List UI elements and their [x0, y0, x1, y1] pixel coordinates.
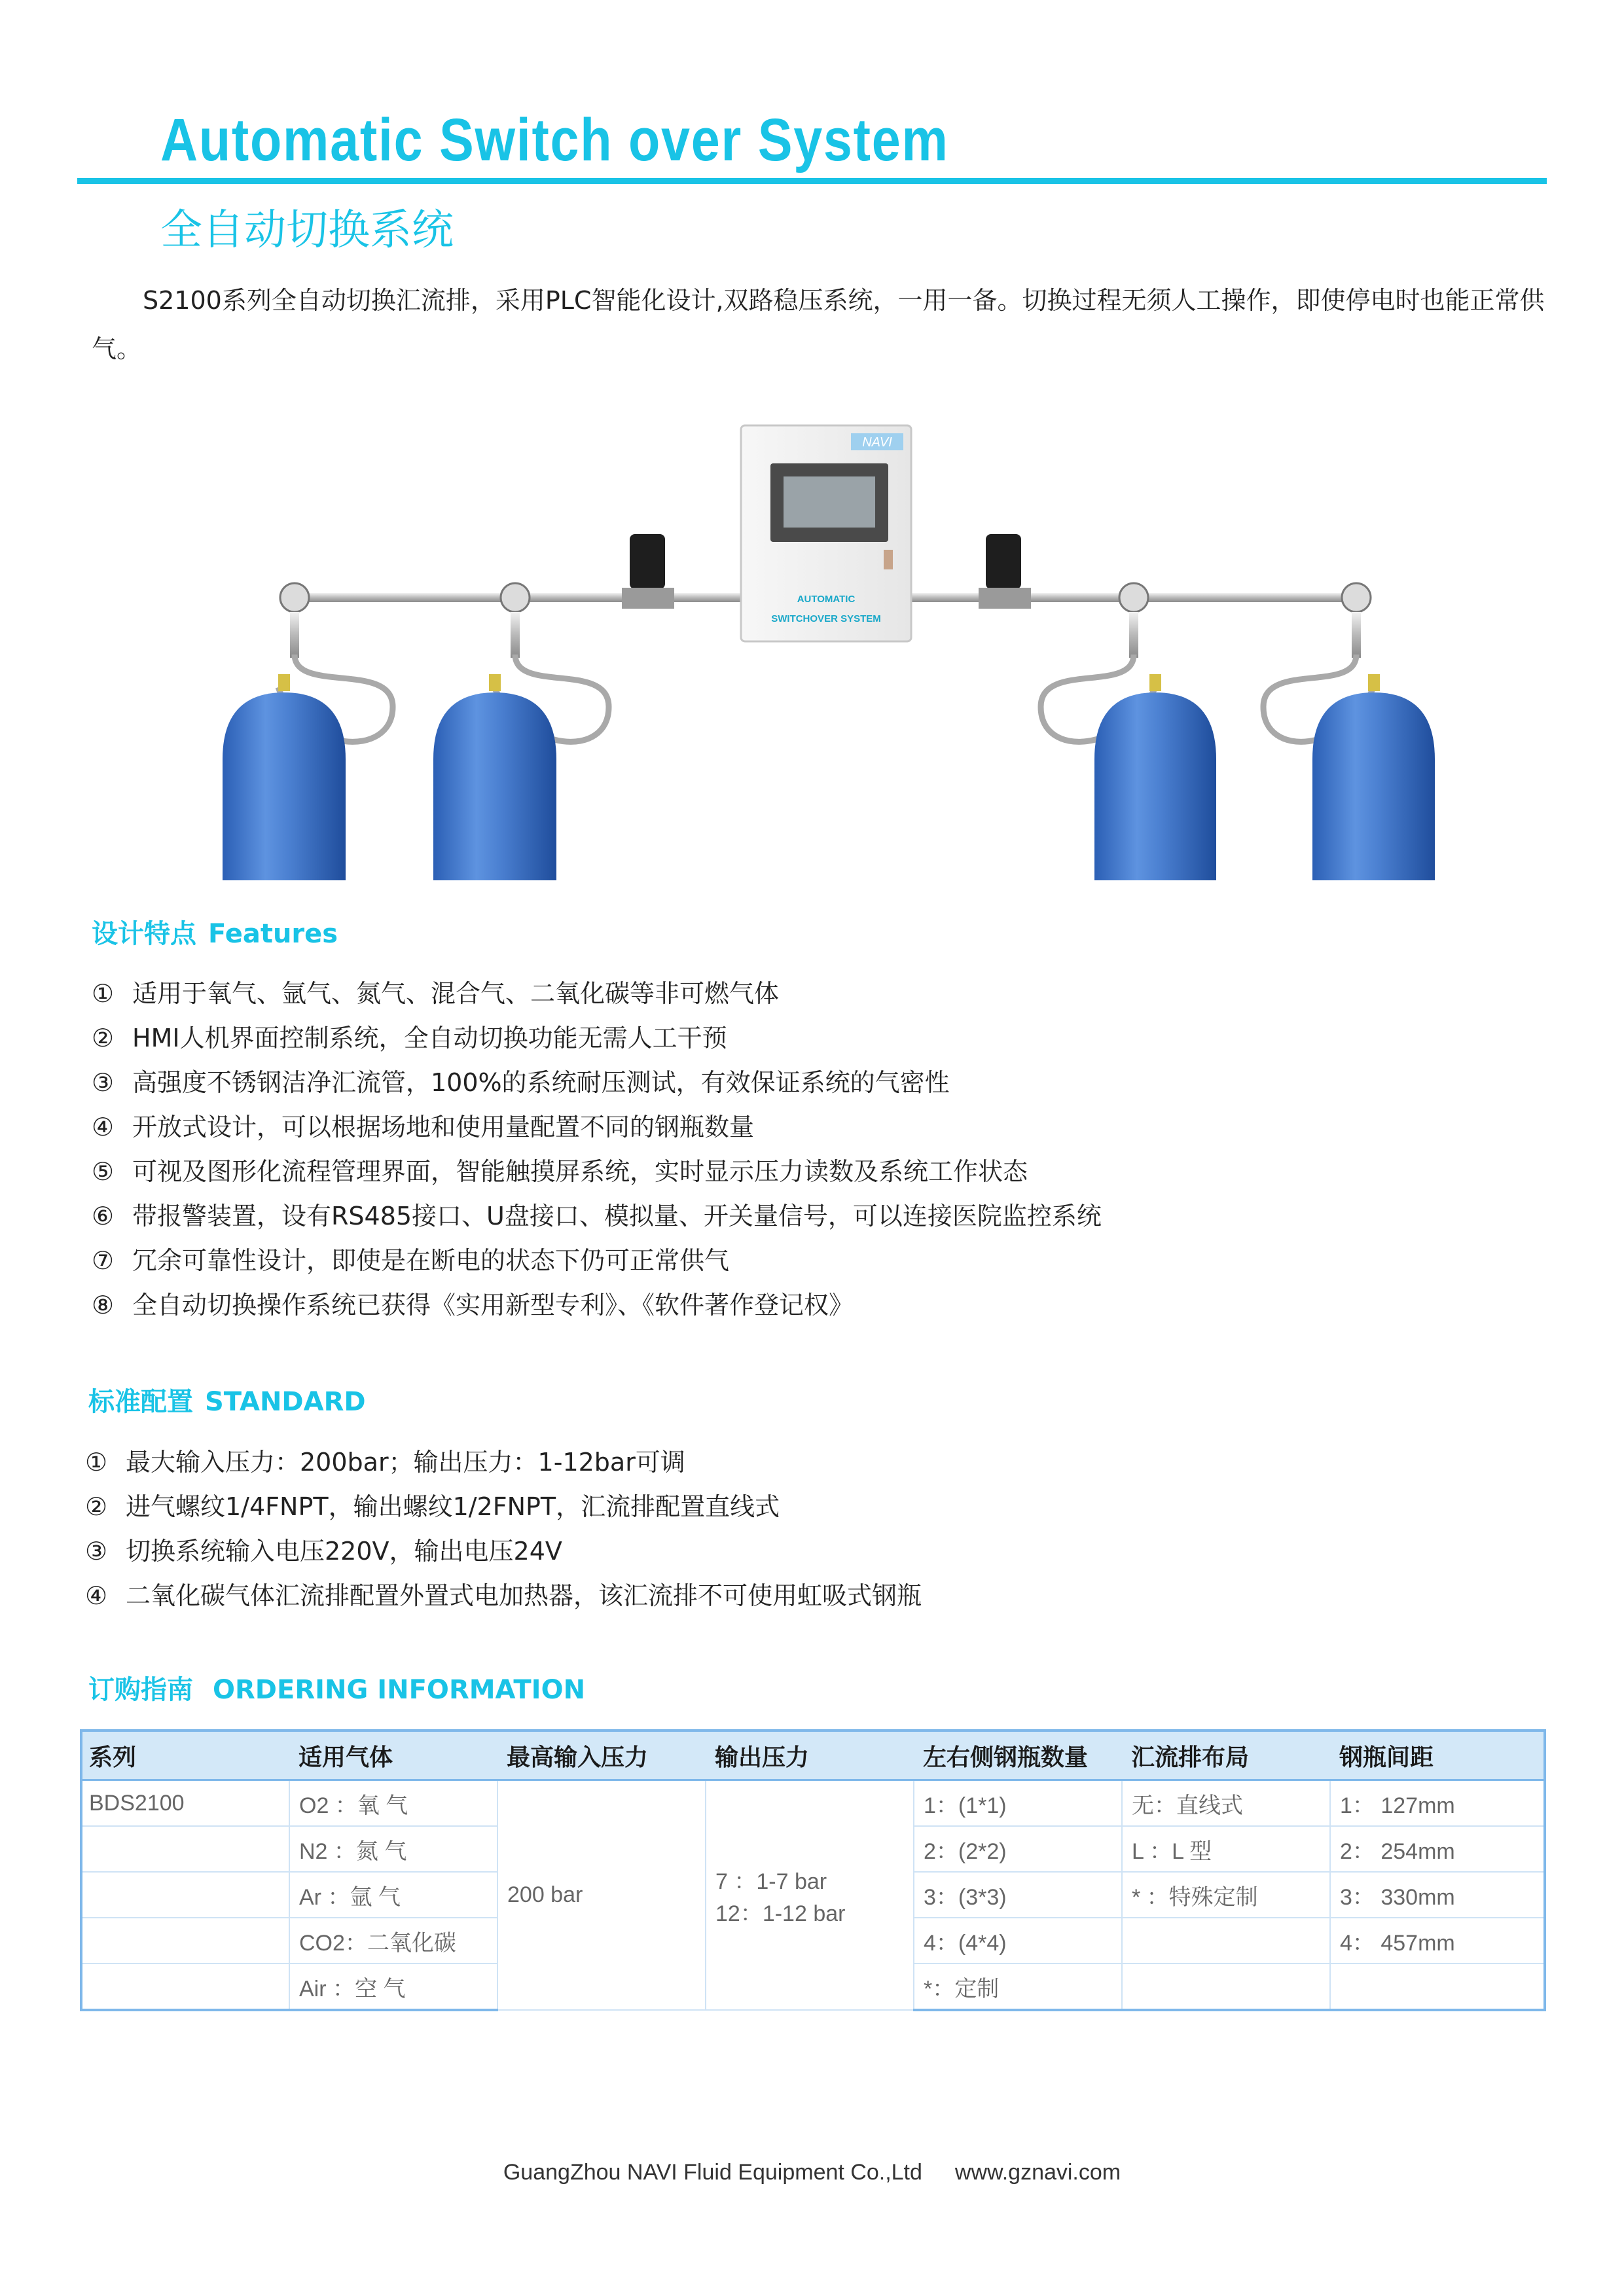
features-heading-cn: 设计特点: [92, 919, 196, 949]
list-item: ① 适用于氧气、氩气、氮气、混合气、二氧化碳等非可燃气体: [92, 979, 780, 1008]
brand-label: NAVI: [862, 435, 892, 450]
intro-paragraph: S2100系列全自动切换汇流排，采用PLC智能化设计,双路稳压系统，一用一备。切换过程无须人工操作，即使停电时也能正常供气。: [92, 286, 1545, 363]
output-pressure-2: 12：1-12 bar: [715, 1901, 846, 1926]
footer-website: www.gznavi.com: [954, 2160, 1121, 2185]
table-row: [80, 1780, 1546, 1827]
spacing-cell: 4： 457mm: [1330, 1918, 1546, 1964]
gas-cell: Air ：空 气: [289, 1964, 497, 2010]
cylinder-count-cell: 3：(3*3): [914, 1872, 1122, 1918]
pressure-gauge-icon: [280, 583, 309, 612]
page-title-cn: 全自动切换系统: [160, 206, 454, 255]
list-item: ② HMI人机界面控制系统，全自动切换功能无需人工干预: [92, 1024, 727, 1052]
spacing-cell: [1330, 1964, 1546, 2010]
pressure-gauge-icon: [1342, 583, 1371, 612]
gas-cylinder-3: [1094, 674, 1216, 880]
list-item: ⑥ 带报警装置，设有RS485接口、U盘接口、模拟量、开关量信号，可以连接医院监控系统: [92, 1202, 1102, 1230]
ordering-heading-en: ORDERING INFORMATION: [213, 1675, 586, 1705]
layout-cell: * ：特殊定制: [1122, 1872, 1330, 1918]
column-header: 最高输入压力: [497, 1731, 706, 1780]
standard-list: [85, 1440, 922, 1618]
standard-heading: [88, 1381, 366, 1418]
list-item: ② 进气螺纹1/4FNPT，输出螺纹1/2FNPT，汇流排配置直线式: [85, 1492, 780, 1521]
panel-label-1: AUTOMATIC: [797, 594, 856, 605]
ordering-heading-cn: 订购指南: [88, 1675, 193, 1705]
table-header-row: [80, 1731, 1546, 1780]
gas-cell: O2 ：氧 气: [289, 1780, 497, 1827]
column-header: 汇流排布局: [1122, 1731, 1330, 1780]
gas-cylinder-4: [1312, 674, 1435, 880]
switchover-system-illustration: [196, 419, 1440, 890]
panel-label-2: SWITCHOVER SYSTEM: [771, 613, 881, 624]
gas-cell: CO2：二氧化碳: [289, 1918, 497, 1964]
features-list: [92, 971, 1102, 1327]
max-input-cell: 200 bar: [497, 1780, 706, 2011]
title-divider: [77, 178, 1547, 184]
page-title-en: Automatic Switch over System: [160, 107, 949, 173]
ordering-table: [80, 1729, 1546, 2011]
series-cell: BDS2100: [80, 1780, 289, 1827]
table-border-left: [80, 1729, 82, 2011]
list-item: ④ 开放式设计，可以根据场地和使用量配置不同的钢瓶数量: [92, 1113, 755, 1141]
cylinder-count-cell: 2：(2*2): [914, 1826, 1122, 1872]
gas-cylinder-1: [223, 674, 346, 880]
gas-cell: N2 ：氮 气: [289, 1826, 497, 1872]
cylinder-count-cell: *：定制: [914, 1964, 1122, 2010]
footer: [0, 2160, 1624, 2185]
gas-cell: Ar ：氩 气: [289, 1872, 497, 1918]
solenoid-valve-right: [979, 534, 1031, 609]
list-item: ⑧ 全自动切换操作系统已获得《实用新型专利》、《软件著作登记权》: [92, 1291, 854, 1319]
list-item: ⑤ 可视及图形化流程管理界面，智能触摸屏系统，实时显示压力读数及系统工作状态: [92, 1157, 1028, 1186]
spacing-cell: 2： 254mm: [1330, 1826, 1546, 1872]
standard-heading-cn: 标准配置: [88, 1387, 193, 1417]
layout-cell: L ：L 型: [1122, 1826, 1330, 1872]
column-header: 钢瓶间距: [1330, 1731, 1546, 1780]
output-pressure-cell: [706, 1780, 914, 2011]
list-item: ① 最大输入压力：200bar；输出压力：1-12bar可调: [85, 1448, 685, 1477]
column-header: 系列: [80, 1731, 289, 1780]
list-item: ③ 高强度不锈钢洁净汇流管，100%的系统耐压测试，有效保证系统的气密性: [92, 1068, 950, 1097]
spacing-cell: 3： 330mm: [1330, 1872, 1546, 1918]
gas-cylinder-2: [433, 674, 556, 880]
ordering-heading: [88, 1669, 585, 1706]
cylinder-count-cell: 4：(4*4): [914, 1918, 1122, 1964]
layout-cell: [1122, 1918, 1330, 1964]
pressure-gauge-icon: [1119, 583, 1148, 612]
layout-cell: 无：直线式: [1122, 1780, 1330, 1827]
features-heading: [92, 913, 338, 950]
list-item: ③ 切换系统输入电压220V，输出电压24V: [85, 1537, 562, 1566]
solenoid-valve-left: [622, 534, 674, 609]
column-header: 适用气体: [289, 1731, 497, 1780]
spacing-cell: 1： 127mm: [1330, 1780, 1546, 1827]
table-border-right: [1543, 1729, 1546, 2011]
standard-heading-en: STANDARD: [205, 1387, 366, 1417]
list-item: ④ 二氧化碳气体汇流排配置外置式电加热器，该汇流排不可使用虹吸式钢瓶: [85, 1581, 922, 1610]
output-pressure-1: 7 ：1-7 bar: [715, 1869, 827, 1894]
indicator-light: [884, 550, 893, 569]
column-header: 左右侧钢瓶数量: [914, 1731, 1122, 1780]
list-item: ⑦ 冗余可靠性设计，即使是在断电的状态下仍可正常供气: [92, 1246, 730, 1275]
features-heading-en: Features: [208, 919, 338, 949]
layout-cell: [1122, 1964, 1330, 2010]
control-box: [741, 425, 911, 641]
pressure-gauge-icon: [501, 583, 530, 612]
hmi-screen: [784, 476, 875, 528]
cylinder-count-cell: 1：(1*1): [914, 1780, 1122, 1827]
column-header: 输出压力: [706, 1731, 914, 1780]
footer-company: GuangZhou NAVI Fluid Equipment Co.,Ltd: [503, 2160, 922, 2185]
